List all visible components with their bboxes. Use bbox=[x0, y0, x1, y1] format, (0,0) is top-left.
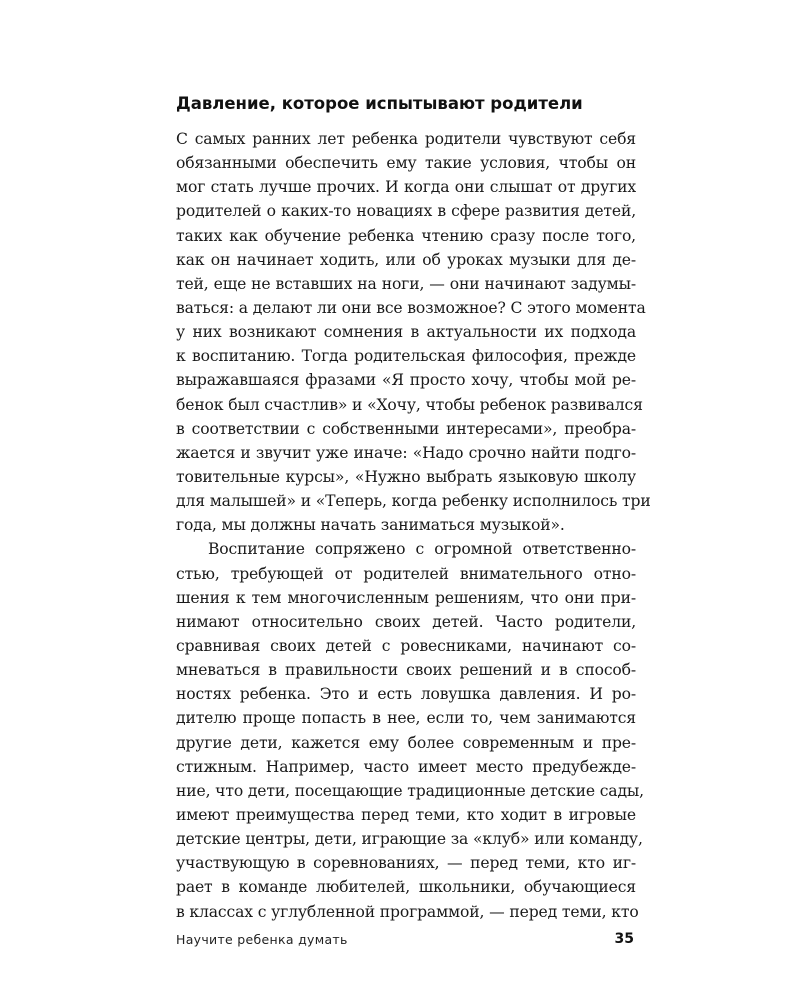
text-line: у них возникают сомнения в актуальности их подхода bbox=[176, 323, 636, 342]
page-number: 35 bbox=[614, 931, 634, 947]
text-line: бенок был счастлив» и «Хочу, чтобы ребенок развивался bbox=[176, 395, 643, 414]
text-line: стижным. Например, часто имеет место предубежде- bbox=[176, 757, 636, 776]
text-line: С самых ранних лет ребенка родители чувствуют себя bbox=[176, 130, 636, 148]
body-text bbox=[176, 127, 651, 924]
text-line: дителю проще попасть в нее, если то, чем занимаются bbox=[176, 709, 636, 728]
footer-book-title: Научите ребенка думать bbox=[176, 932, 348, 947]
text-line: шения к тем многочисленным решениям, что они при- bbox=[176, 588, 636, 607]
text-line: тей, еще не вставших на ноги, — они начинают задумы- bbox=[176, 274, 636, 293]
text-line: к воспитанию. Тогда родительская философия, прежде bbox=[176, 347, 636, 366]
text-line: участвующую в соревнованиях, — перед теми, кто иг- bbox=[176, 854, 636, 873]
text-line: Воспитание сопряжено с огромной ответственно- bbox=[208, 540, 636, 559]
text-line: обязанными обеспечить ему такие условия, чтобы он bbox=[176, 154, 636, 173]
text-line: сравнивая своих детей с ровесниками, начинают со- bbox=[176, 636, 636, 655]
text-line: мневаться в правильности своих решений и в способ- bbox=[176, 661, 636, 680]
text-line: рает в команде любителей, школьники, обучающиеся bbox=[176, 878, 636, 897]
text-line: для малышей» и «Теперь, когда ребенку исполнилось три bbox=[176, 492, 651, 511]
text-line: таких как обучение ребенка чтению сразу после того, bbox=[176, 226, 636, 245]
text-line: другие дети, кажется ему более современным и пре- bbox=[176, 733, 636, 752]
text-line: ностях ребенка. Это и есть ловушка давления. И ро- bbox=[176, 685, 636, 704]
text-line: в классах с углубленной программой, — перед теми, кто bbox=[176, 902, 639, 921]
text-line: нимают относительно своих детей. Часто родители, bbox=[176, 612, 636, 631]
text-line: детские центры, дети, играющие за «клуб» или команду, bbox=[176, 830, 643, 849]
text-line: товительные курсы», «Нужно выбрать языковую школу bbox=[176, 467, 636, 486]
text-line: жается и звучит уже иначе: «Надо срочно найти подго- bbox=[176, 443, 636, 462]
text-line: как он начинает ходить, или об уроках музыки для де- bbox=[176, 250, 636, 269]
text-line: имеют преимущества перед теми, кто ходит в игровые bbox=[176, 805, 636, 824]
text-line: родителей о каких-то новациях в сфере развития детей, bbox=[176, 202, 636, 221]
text-line: в соответствии с собственными интересами», преобра- bbox=[176, 419, 636, 438]
text-line: мог стать лучше прочих. И когда они слышат от других bbox=[176, 178, 636, 197]
text-line: выражавшаяся фразами «Я просто хочу, чтобы мой ре- bbox=[176, 371, 636, 390]
text-line: ваться: а делают ли они все возможное? С этого момента bbox=[176, 298, 646, 317]
text-line: года, мы должны начать заниматься музыкой». bbox=[176, 516, 565, 535]
text-line: стью, требующей от родителей внимательного отно- bbox=[176, 564, 636, 583]
section-heading: Давление, которое испытывают родители bbox=[176, 94, 583, 113]
text-line: ние, что дети, посещающие традиционные детские сады, bbox=[176, 781, 644, 800]
